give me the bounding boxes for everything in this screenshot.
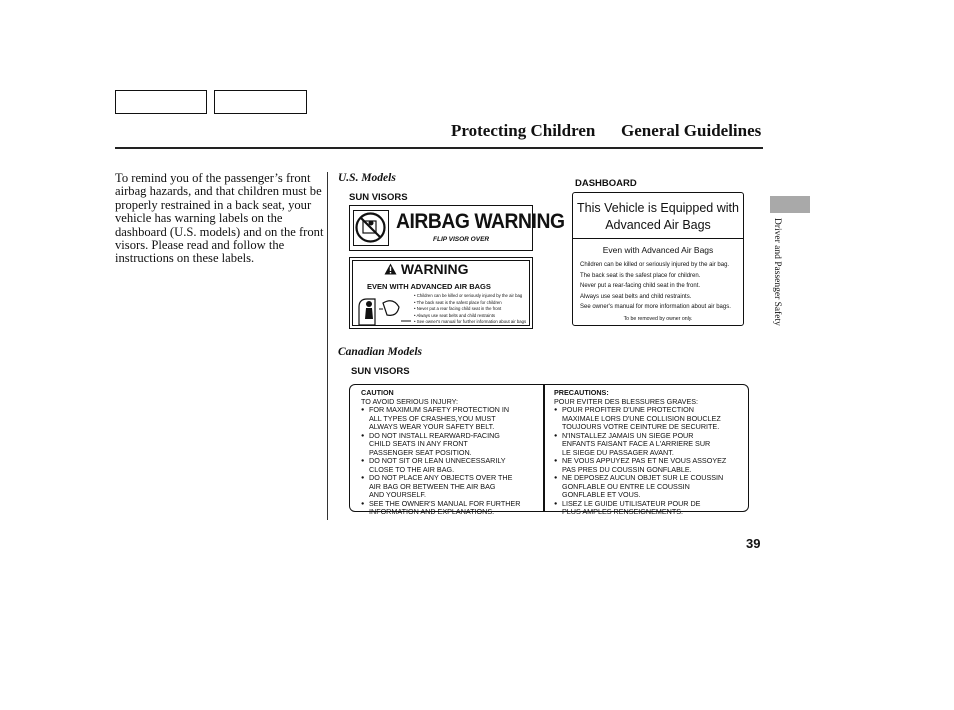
- list-item: ● FOR MAXIMUM SAFETY PROTECTION IN ALL TYPES OF CRASHES,YOU MUST ALWAYS WEAR YOUR SAFETY BELT.: [361, 406, 520, 432]
- caution-intro: TO AVOID SERIOUS INJURY:: [361, 396, 459, 406]
- warning-visor-label: [349, 257, 533, 329]
- child-seat-airbag-icon: [353, 293, 413, 327]
- section-title: Protecting Children: [451, 121, 596, 140]
- precautions-title: PRECAUTIONS:: [554, 388, 609, 397]
- canadian-models-heading: Canadian Models: [338, 346, 423, 358]
- intro-paragraph: To remind you of the passenger’s front airbag hazards, and that children must be properly restrained in a back seat, your vehicle has warning labels on the dashboard (U.S. models) and on the front visors. Please read and follow the instructions on these labels.: [115, 171, 324, 266]
- airbag-warning-text: AIRBAG WARNING: [396, 210, 565, 233]
- list-item: • Children can be killed or seriously injured by the air bag: [414, 293, 523, 298]
- warning-word: WARNING: [400, 261, 469, 277]
- dashboard-warning-label: [572, 192, 744, 326]
- canadian-sun-visors-label: SUN VISORS: [351, 366, 410, 377]
- nav-box-next[interactable]: [214, 90, 307, 114]
- list-item: ● NE VOUS APPUYEZ PAS ET NE VOUS ASSOYEZ PAS PRES DU COUSSIN GONFLABLE.: [554, 457, 726, 474]
- section-tab[interactable]: [770, 196, 810, 213]
- us-sun-visors-label: SUN VISORS: [349, 192, 408, 203]
- dashboard-divider: [573, 238, 743, 239]
- english-column: [361, 389, 520, 517]
- page-number: 39: [746, 536, 761, 551]
- list-item: Never put a rear-facing child seat in the front.: [580, 283, 701, 289]
- subsection-title: General Guidelines: [621, 121, 762, 140]
- french-column: [554, 389, 726, 517]
- precautions-intro: POUR EVITER DES BLESSURES GRAVES:: [554, 396, 699, 406]
- list-item: The back seat is the safest place for children.: [580, 272, 701, 279]
- nav-box-previous[interactable]: [115, 90, 207, 114]
- list-item: • See owner's manual for further information about air bags: [414, 319, 527, 325]
- list-item: ● N'INSTALLEZ JAMAIS UN SIEGE POUR ENFANTS FAISANT FACE A L'ARRIERE SUR LE SIEGE DU PASSAGER AVANT.: [554, 432, 726, 458]
- us-models-heading: U.S. Models: [338, 172, 396, 184]
- section-tab-label: Driver and Passenger Safety: [772, 218, 782, 326]
- dashboard-footer: To be removed by owner only.: [623, 316, 693, 322]
- list-item: ● DO NOT SIT OR LEAN UNNECESSARILY CLOSE TO THE AIR BAG.: [361, 457, 520, 474]
- airbag-warning-visor-label: [349, 205, 565, 251]
- header-rule: [115, 147, 763, 149]
- list-item: ● SEE THE OWNER'S MANUAL FOR FURTHER INFORMATION AND EXPLANATIONS.: [361, 500, 520, 517]
- list-item: • Always use seat belts and child restraints: [414, 312, 496, 318]
- warning-bullets: [414, 293, 532, 326]
- dashboard-subhead: Even with Advanced Air Bags: [602, 245, 714, 255]
- dashboard-headline: [573, 200, 743, 234]
- list-item: ● POUR PROFITER D'UNE PROTECTION MAXIMALE LORS D'UNE COLLISION BOUCLEZ TOUJOURS VOTRE CEINTURE DE SECURITE.: [554, 406, 726, 432]
- list-item: ● DO NOT INSTALL REARWARD-FACING CHILD SEATS IN ANY FRONT PASSENGER SEAT POSITION.: [361, 432, 520, 458]
- list-item: ● LISEZ LE GUIDE UTILISATEUR POUR DE PLUS AMPLES RENSEIGNEMENTS.: [554, 500, 726, 517]
- list-item: Children can be killed or seriously injured by the air bag.: [580, 262, 730, 268]
- list-item: See owner's manual for more information about air bags.: [580, 304, 731, 310]
- column-divider: [327, 172, 328, 520]
- warning-subhead: EVEN WITH ADVANCED AIR BAGS: [367, 282, 491, 291]
- warning-triangle-icon: [384, 261, 401, 277]
- list-item: • Never put a rear facing child seat in the front: [414, 306, 502, 312]
- dashboard-bullets: [580, 260, 731, 313]
- canadian-visor-label: [349, 384, 749, 516]
- language-divider: [543, 385, 545, 511]
- list-item: ● NE DEPOSEZ AUCUN OBJET SUR LE COUSSIN GONFLABLE OU ENTRE LE COUSSIN GONFLABLE ET VOUS.: [554, 474, 726, 500]
- headline-line-2: Advanced Air Bags: [605, 218, 711, 232]
- headline-line-1: This Vehicle is Equipped with: [577, 201, 739, 215]
- dashboard-label: DASHBOARD: [575, 178, 637, 189]
- flip-visor-text: FLIP VISOR OVER: [433, 236, 490, 243]
- list-item: Always use seat belts and child restraints.: [580, 293, 692, 300]
- no-child-seat-icon: [353, 210, 389, 246]
- warning-heading: [384, 261, 469, 277]
- list-item: ● DO NOT PLACE ANY OBJECTS OVER THE AIR BAG OR BETWEEN THE AIR BAG AND YOURSELF.: [361, 474, 520, 500]
- caution-title: CAUTION: [361, 388, 394, 397]
- list-item: • The back seat is the safest place for children: [414, 299, 502, 305]
